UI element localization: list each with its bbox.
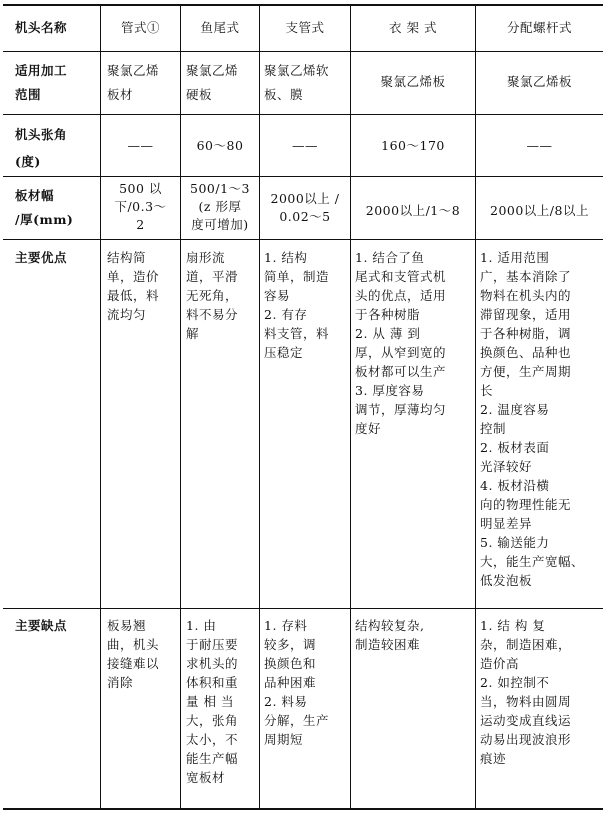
comparison-table — [3, 4, 603, 810]
pros-zhiguan: 1. 结构 简单，制造 容易 2. 有存 料支管，料 压稳定 — [264, 250, 330, 360]
label-cons: 主要缺点 — [15, 618, 68, 633]
cons-luogan: 1. 结 构 复 杂，制造困难， 造价高 2. 如控制不 当，物料由圆周 运动变成直线运 动易出现波浪形 痕迹 — [480, 618, 572, 766]
header-luogan: 分配螺杆式 — [506, 20, 572, 35]
row-divider — [3, 51, 603, 52]
row-divider — [3, 176, 603, 177]
range-luogan: 聚氯乙烯板 — [506, 74, 572, 89]
column-divider — [180, 4, 181, 810]
label-range: 适用加工 范围 — [15, 63, 68, 102]
cons-guan: 板易翘 曲，机头 接缝难以 消除 — [107, 618, 160, 690]
column-divider — [259, 4, 260, 810]
angle-yijia: 160～170 — [381, 138, 445, 153]
angle-yuwei: 60～80 — [196, 138, 244, 153]
width-zhiguan: 2000以上 / 0.02～5 — [270, 191, 340, 224]
cons-yijia: 结构较复杂, 制造较困难 — [355, 618, 425, 652]
label-angle: 机头张角 (度) — [15, 127, 68, 169]
header-yijia: 衣 架 式 — [389, 20, 437, 35]
column-divider — [475, 4, 476, 810]
header-guan: 管式① — [120, 20, 160, 35]
width-luogan: 2000以上/8以上 — [490, 203, 589, 218]
cons-zhiguan: 1. 存料 较多，调 换颜色和 品种困难 2. 料易 分解，生产 周期短 — [264, 618, 330, 747]
range-yuwei: 聚氯乙烯 硬板 — [186, 63, 239, 102]
label-pros: 主要优点 — [15, 250, 68, 265]
pros-yuwei: 扇形流 道，平滑 无死角， 料不易分 解 — [186, 250, 239, 341]
width-guan: 500 以 下/0.3～ 2 — [114, 181, 167, 232]
row-divider — [3, 608, 603, 609]
pros-yijia: 1. 结合了鱼 尾式和支管式机 头的优点，适用 于各种树脂 2. 从 薄 到 厚，从窄到宽的 板材都可以生产 3. 厚度容易 调节，厚薄均匀 度好 — [355, 250, 447, 436]
row-divider — [3, 239, 603, 240]
angle-guan: —— — [127, 138, 154, 153]
bottom-border — [3, 808, 603, 810]
row-divider — [3, 114, 603, 115]
header-type: 机头名称 — [15, 20, 68, 35]
range-guan: 聚氯乙烯 板材 — [107, 63, 160, 102]
column-divider — [100, 4, 101, 810]
angle-luogan: —— — [526, 138, 553, 153]
angle-zhiguan: —— — [292, 138, 318, 153]
column-divider — [350, 4, 351, 810]
cons-yuwei: 1. 由 于耐压要 求机头的 体积和重 量 相 当 大，张角 太小，不 能生产幅 宽板材 — [186, 618, 239, 785]
width-yuwei: 500/1～3 (z 形厚 度可增加) — [190, 181, 250, 232]
pros-luogan: 1. 适用范围 广，基本消除了 物料在机头内的 滞留现象，适用 于各种树脂，调 换颜色、品种也 方便，生产周期 长 2. 温度容易 控制 2. 板材表面 光泽较好 4. 板材沿横 向的物理性能无 明显差异 5. 输送能力 大，能生产宽幅、 低发泡板 — [480, 250, 585, 588]
header-zhiguan: 支管式 — [285, 20, 325, 35]
header-yuwei: 鱼尾式 — [200, 20, 240, 35]
top-border — [3, 4, 603, 6]
range-yijia: 聚氯乙烯板 — [380, 74, 446, 89]
pros-guan: 结构简 单，造价 最低，料 流均匀 — [107, 250, 160, 322]
width-yijia: 2000以上/1～8 — [365, 203, 461, 218]
label-width: 板材幅 /厚(mm) — [15, 188, 74, 227]
range-zhiguan: 聚氯乙烯软 板、膜 — [264, 63, 330, 102]
